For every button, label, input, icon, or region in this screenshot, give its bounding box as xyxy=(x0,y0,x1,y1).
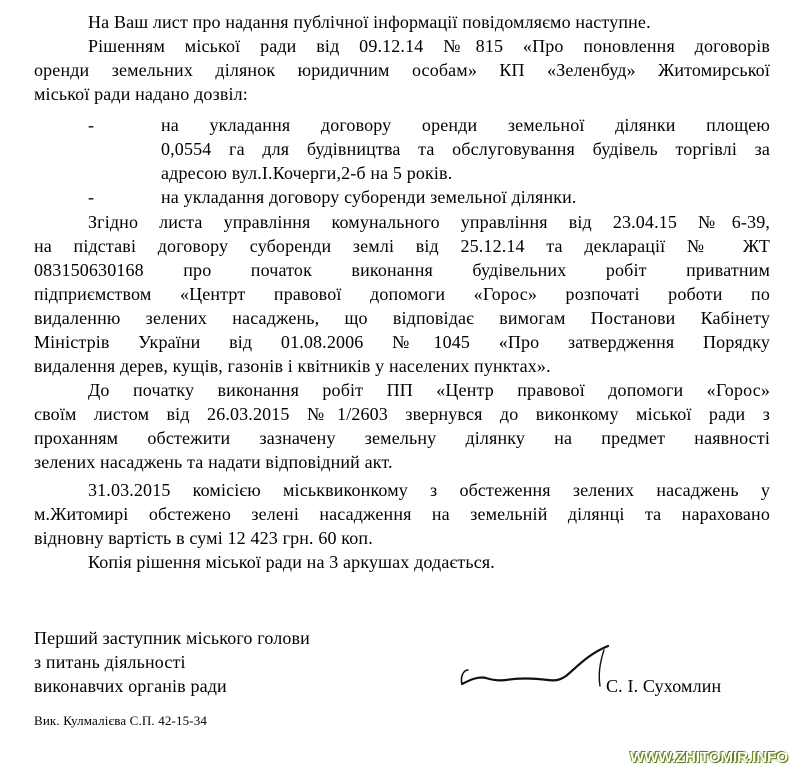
paragraph-3-line: До початку виконання робіт ПП «Центр правової допомоги «Горос» xyxy=(88,380,770,400)
signatory-title-line: Перший заступник міського голови xyxy=(34,628,310,648)
paragraph-3-line: проханням обстежити зазначену земельну ділянку на предмет наявності xyxy=(34,428,770,448)
paragraph-5-line: Копія рішення міської ради на 3 аркушах додається. xyxy=(88,552,495,572)
bullet-1-line: адресою вул.І.Кочерги,2-б на 5 років. xyxy=(161,163,453,183)
paragraph-1-line: оренди земельних ділянок юридичним особам» КП «Зеленбуд» Житомирської xyxy=(34,60,770,80)
paragraph-1-line: міської ради надано дозвіл: xyxy=(34,84,248,104)
paragraph-2-line: підприємством «Центрт правової допомоги «Горос» розпочаті роботи по xyxy=(34,284,770,304)
executor-line: Вик. Кулмалієва С.П. 42-15-34 xyxy=(34,713,208,728)
paragraph-4-line: м.Житомирі обстежено зелені насадження на земельній ділянці та нараховано xyxy=(34,504,770,524)
signatory-name: С. І. Сухомлин xyxy=(606,676,722,696)
bullet-dash: - xyxy=(88,115,95,135)
paragraph-2-line: на підставі договору суборенди землі від 25.12.14 та декларації № ЖТ xyxy=(34,236,770,256)
bullet-dash: - xyxy=(88,187,95,207)
paragraph-4-line: 31.03.2015 комісією міськвиконкому з обстеження зелених насаджень у xyxy=(88,480,770,500)
watermark-logo: WWW.ZHITOMIR.INFO xyxy=(629,749,788,766)
bullet-1-line: 0,0554 га для будівництва та обслуговування будівель торгівлі за xyxy=(161,139,770,159)
signatory-title-line: виконавчих органів ради xyxy=(34,676,227,696)
paragraph-3-line: зелених насаджень та надати відповідний акт. xyxy=(34,452,393,472)
paragraph-3-line: своїм листом від 26.03.2015 №1/2603 звернувся до виконкому міської ради з xyxy=(34,404,770,424)
bullet-2-line: на укладання договору суборенди земельної ділянки. xyxy=(161,187,577,207)
paragraph-2-line: видалення дерев, кущів, газонів і квітників у населених пунктах». xyxy=(34,356,551,376)
bullet-1-line: на укладання договору оренди земельної ділянки площею xyxy=(161,115,770,135)
paragraph-2-line: видаленню зелених насаджень, що відповідає вимогам Постанови Кабінету xyxy=(34,308,770,328)
paragraph-1-line: Рішенням міської ради від 09.12.14 №815 «Про поновлення договорів xyxy=(88,36,770,56)
handwritten-signature xyxy=(448,640,618,700)
paragraph-2-line: 083150630168 про початок виконання будівельних робіт приватним xyxy=(34,260,770,280)
paragraph-2-line: Міністрів України від 01.08.2006 №1045 «Про затвердження Порядку xyxy=(34,332,770,352)
paragraph-2-line: Згідно листа управління комунального управління від 23.04.15 №6-39, xyxy=(88,212,770,232)
intro-line: На Ваш лист про надання публічної інформації повідомляємо наступне. xyxy=(88,12,651,32)
signatory-title-line: з питань діяльності xyxy=(34,652,186,672)
paragraph-4-line: відновну вартість в сумі 12 423 грн. 60 коп. xyxy=(34,528,373,548)
